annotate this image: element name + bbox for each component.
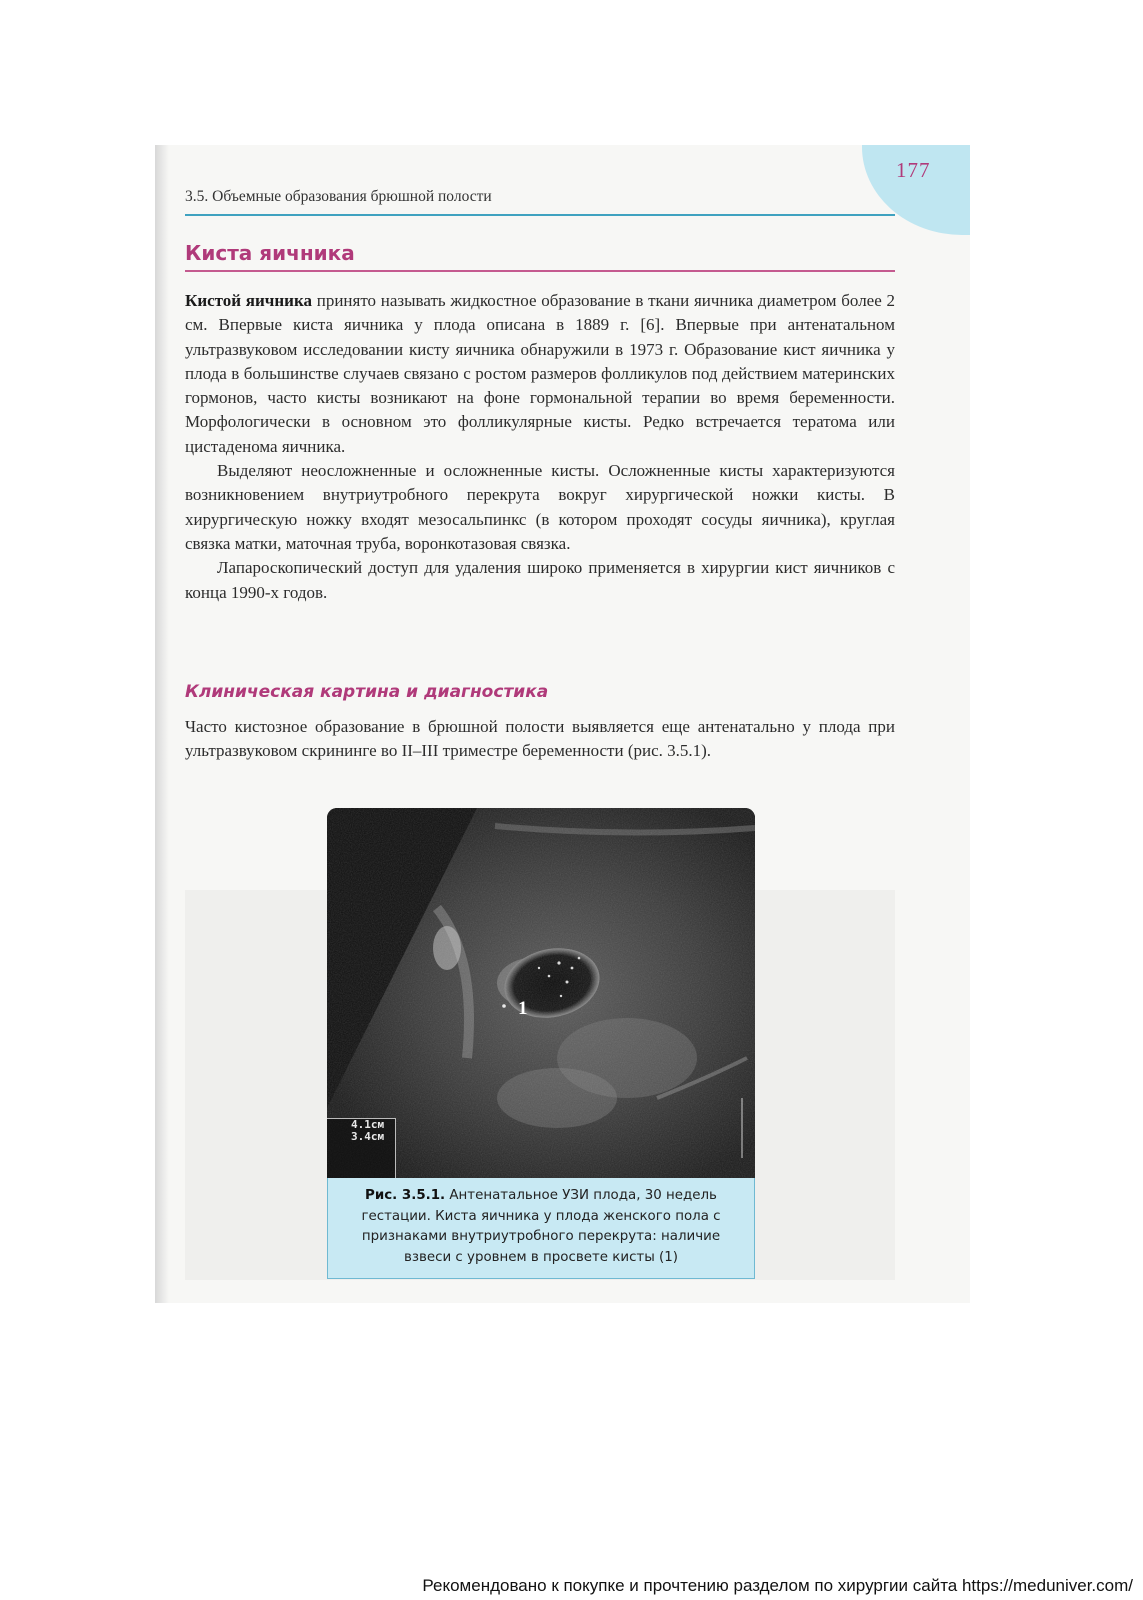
figure-caption <box>327 1178 755 1279</box>
caption-label: Рис. 3.5.1. <box>365 1188 446 1203</box>
figure-ultrasound <box>327 808 755 1279</box>
paragraph-laparoscopy: Лапароскопический доступ для удаления широко применяется в хирургии кист яичников с конца 1990-х годов. <box>185 558 895 602</box>
paragraph-screening: Часто кистозное образование в брюшной полости выявляется еще антенатально у плода при ультразвуковом скрининге во II–III триместре беременности (рис. 3.5.1). <box>185 717 895 761</box>
page-number: 177 <box>896 158 931 182</box>
running-head: 3.5. Объемные образования брюшной полости <box>185 188 492 205</box>
paragraph-definition <box>185 289 895 459</box>
measurement-box <box>327 1118 396 1178</box>
section-body <box>185 289 895 605</box>
paragraph-definition-text: принято называть жидкостное образование в ткани яичника диаметром более 2 см. Впервые киста яичника у плода описана в 1889 г. [6]. Впервые при антенатальном ультразвуковом исследовании кисту яичника обнаружили в 1973 г. Образование кист яичника у плода в большинстве случаев связано с ростом размеров фолликулов под действием материнских гормонов, часто кисты возникают на фоне гормональной терапии во время беременности. Морфологически в основном это фолликулярные кисты. Редко встречается тератома или цистаденома яичника. <box>185 291 895 456</box>
header-rule <box>185 214 895 216</box>
cyst-marker-label: 1 <box>518 998 528 1019</box>
page-edge-shadow <box>155 145 169 1303</box>
paragraph-complications: Выделяют неосложненные и осложненные кисты. Осложненные кисты характеризуются возникновением внутриутробного перекрута вокруг хирургической ножки кисты. В хирургическую ножку входят мезосальпинкс (в котором проходят сосуды яичника), круглая связка матки, маточная труба, воронкотазовая связка. <box>185 461 895 553</box>
caption-text: Антенатальное УЗИ плода, 30 недель гестации. Киста яичника у плода женского пола с признаками внутриутробного перекрута: наличие взвеси с уровнем в просвете кисты (1) <box>361 1188 721 1265</box>
section-title: Киста яичника <box>185 241 355 265</box>
measurement-2: 3.4cм <box>351 1130 385 1143</box>
ultrasound-image <box>327 808 755 1178</box>
subsection-body <box>185 715 895 764</box>
term-bold: Кистой яичника <box>185 291 313 310</box>
measurement-1: 4.1cм <box>351 1118 385 1131</box>
subsection-title: Клиническая картина и диагностика <box>185 682 549 702</box>
footer-recommendation: Рекомендовано к покупке и прочтению разделом по хирургии сайта https://meduniver.com/ <box>422 1576 1133 1595</box>
section-title-rule <box>185 270 895 272</box>
